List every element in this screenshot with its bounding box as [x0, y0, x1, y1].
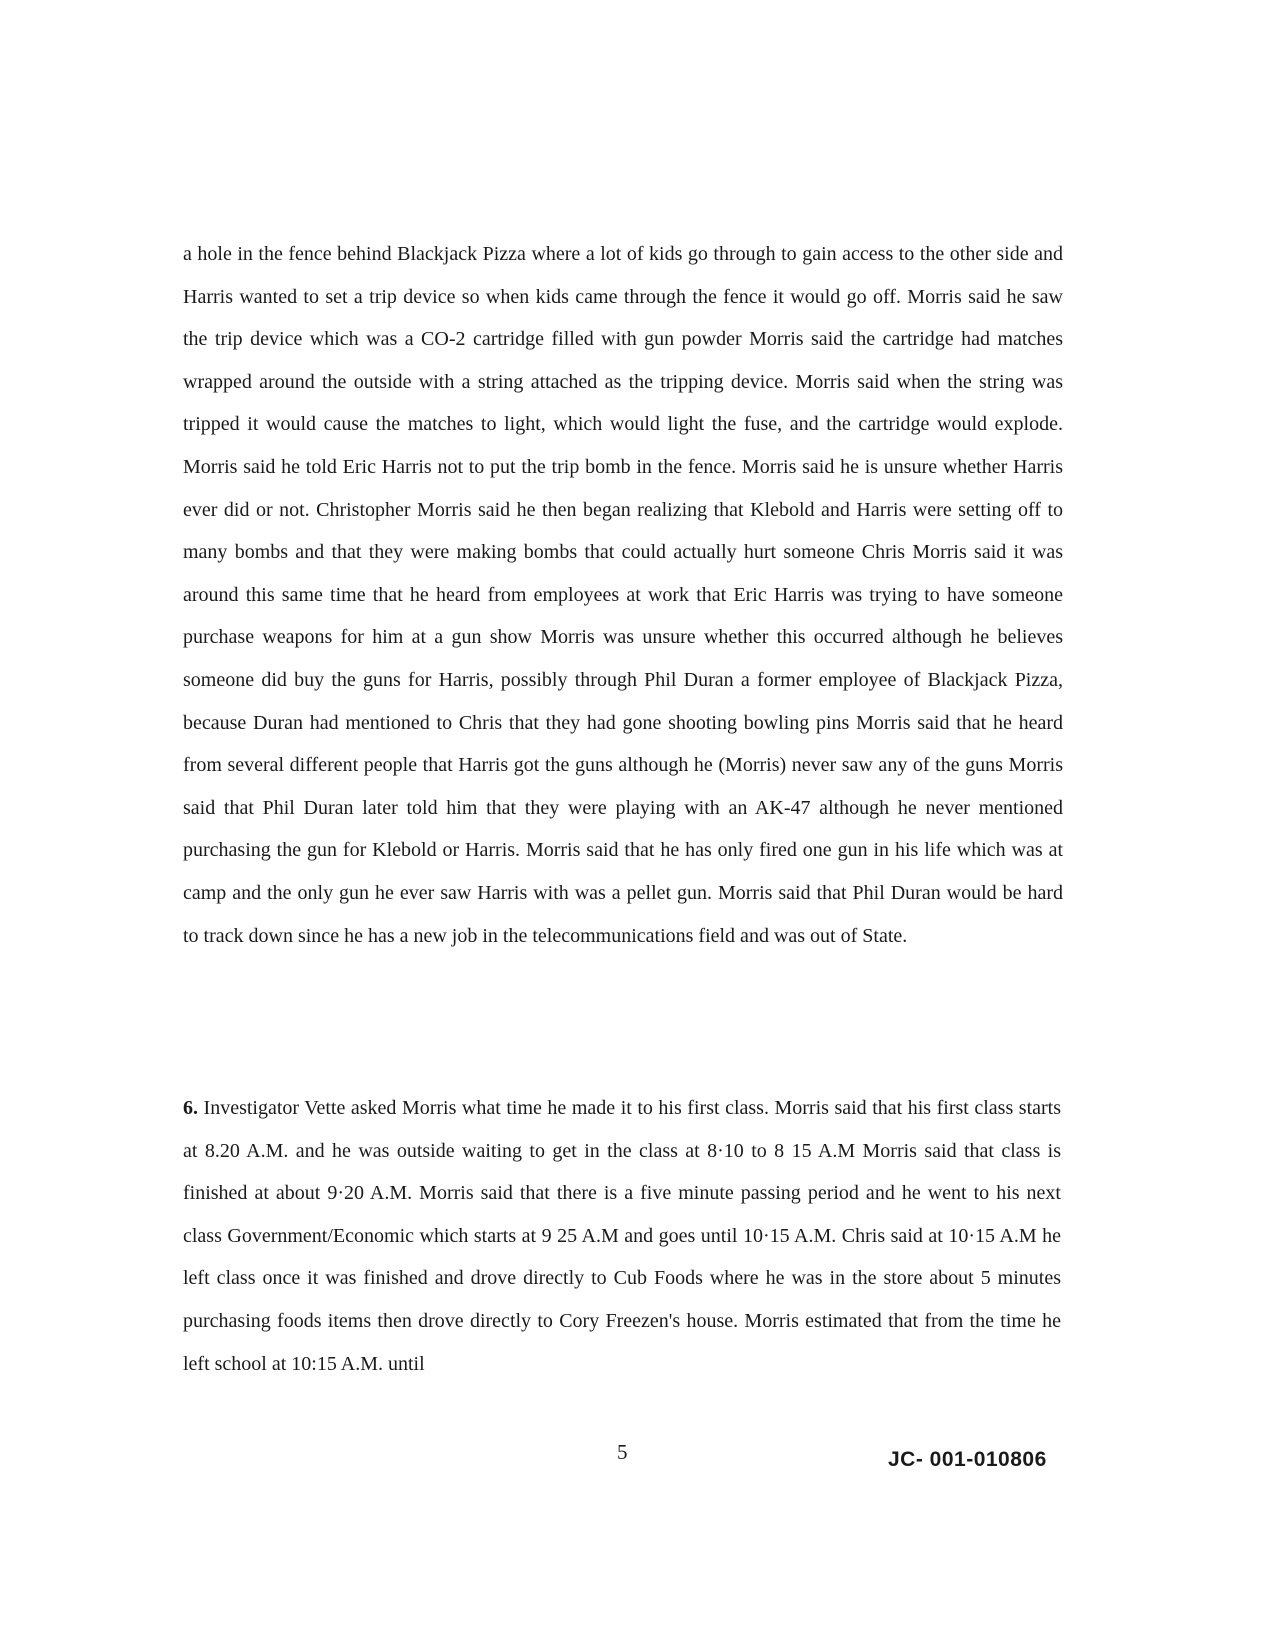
bates-number: JC- 001-010806 [888, 1448, 1047, 1471]
paragraph-6-text: Investigator Vette asked Morris what time he made it to his first class. Morris said that his first class starts at 8.20 A.M. and he was outside waiting to get in the class at 8·10 to 8 15 A.M Morris said that class is finished at about 9·20 A.M. Morris said that there is a five minute passing period and he went to his next class Government/Economic which starts at 9 25 A.M and goes until 10·15 A.M. Chris said at 10·15 A.M he left class once it was finished and drove directly to Cub Foods where he was in the store about 5 minutes purchasing foods items then drove directly to Cory Freezen's house. Morris estimated that from the time he left school at 10:15 A.M. until [183, 1097, 1062, 1375]
page-number: 5 [617, 1440, 628, 1464]
paragraph-6 [183, 1087, 1061, 1385]
paragraph-continued: a hole in the fence behind Blackjack Pizza where a lot of kids go through to gain access to the other side and Harris wanted to set a trip device so when kids came through the fence it would go off. Morris said he saw the trip device which was a CO-2 cartridge filled with gun powder Morris said the cartridge had matches wrapped around the outside with a string attached as the tripping device. Morris said when the string was tripped it would cause the matches to light, which would light the fuse, and the cartridge would explode. Morris said he told Eric Harris not to put the trip bomb in the fence. Morris said he is unsure whether Harris ever did or not. Christopher Morris said he then began realizing that Klebold and Harris were setting off to many bombs and that they were making bombs that could actually hurt someone Chris Morris said it was around this same time that he heard from employees at work that Eric Harris was trying to have someone purchase weapons for him at a gun show Morris was unsure whether this occurred although he believes someone did buy the guns for Harris, possibly through Phil Duran a former employee of Blackjack Pizza, because Duran had mentioned to Chris that they had gone shooting bowling pins Morris said that he heard from several different people that Harris got the guns although he (Morris) never saw any of the guns Morris said that Phil Duran later told him that they were playing with an AK-47 although he never mentioned purchasing the gun for Klebold or Harris. Morris said that he has only fired one gun in his life which was at camp and the only gun he ever saw Harris with was a pellet gun. Morris said that Phil Duran would be hard to track down since he has a new job in the telecommunications field and was out of State. [183, 243, 1063, 947]
paragraph-6-number: 6. [183, 1097, 198, 1119]
